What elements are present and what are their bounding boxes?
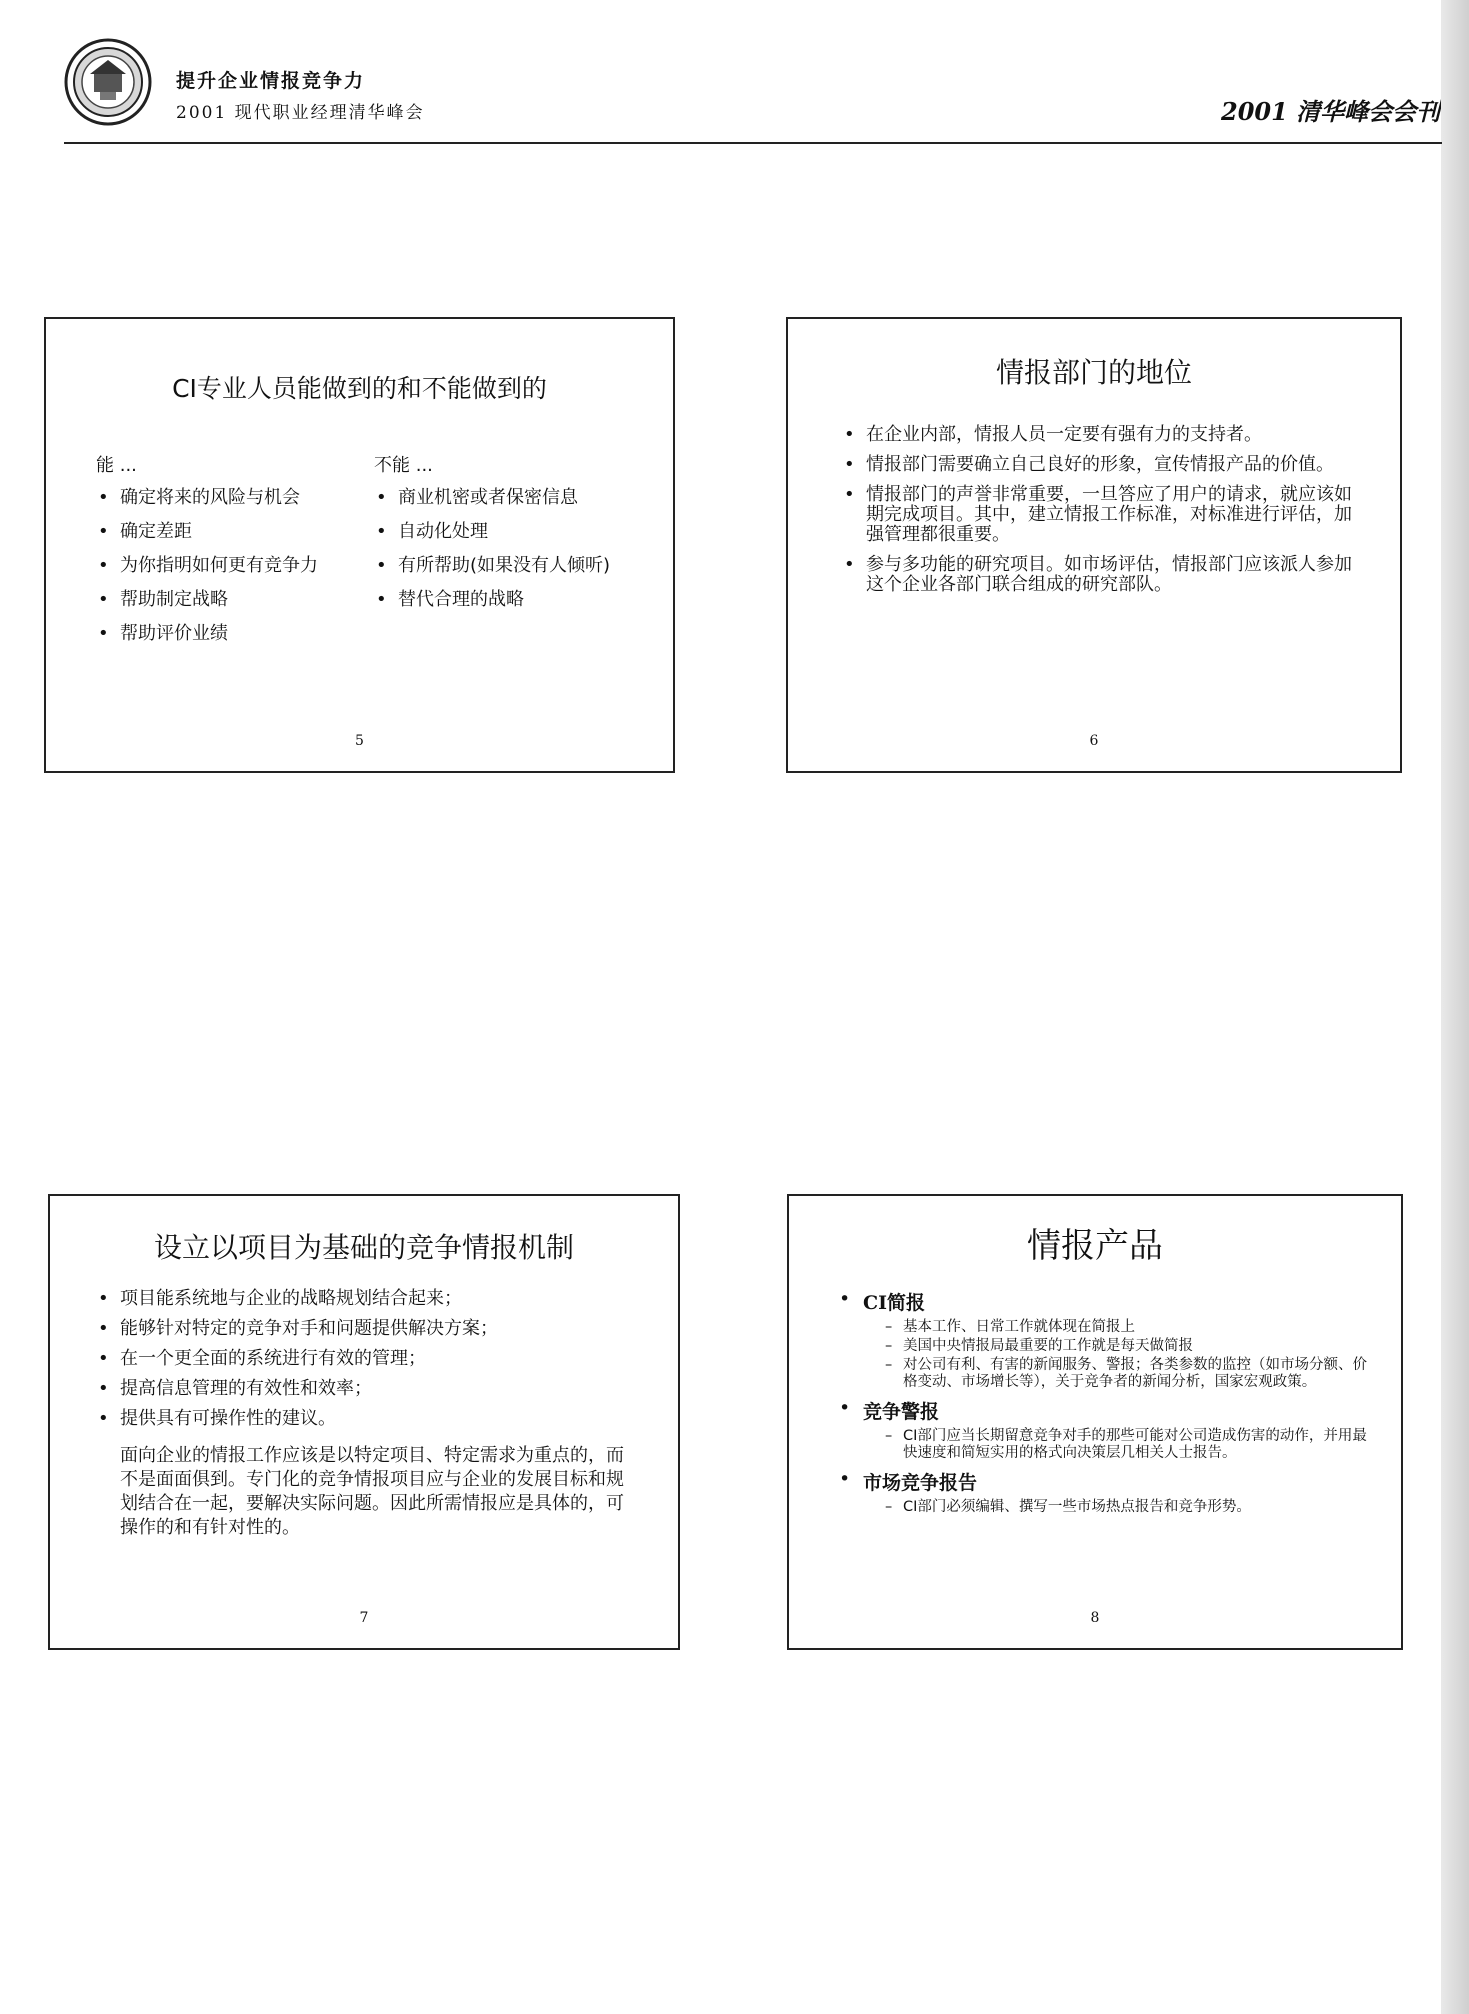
- list-item: • 确定差距: [96, 521, 346, 543]
- slide-7: [48, 1194, 680, 1650]
- can-column: [96, 451, 346, 657]
- list-item: • 确定将来的风险与机会: [96, 487, 346, 509]
- list-item: – 基本工作、日常工作就体现在简报上: [885, 1319, 1367, 1336]
- scan-edge-shadow: [1441, 0, 1469, 2014]
- slide-number: 8: [1090, 1610, 1100, 1626]
- bullet-icon: •: [839, 1288, 851, 1310]
- section-title: 市场竞争报告: [863, 1472, 978, 1494]
- slide-title: 情报产品: [1027, 1226, 1163, 1266]
- list-item: • 情报部门需要确立自己良好的形象，宣传情报产品的价值。: [842, 455, 1364, 475]
- can-heading: 能 ...: [96, 455, 137, 476]
- slide-number: 6: [1089, 733, 1099, 749]
- list-item: • 提供具有可操作性的建议。: [96, 1408, 638, 1430]
- list-item: • 帮助评价业绩: [96, 623, 346, 645]
- list-item: • 在企业内部，情报人员一定要有强有力的支持者。: [842, 425, 1364, 445]
- slide-title: 情报部门的地位: [995, 356, 1192, 389]
- slide-6: [786, 317, 1402, 773]
- list-item: • 自动化处理: [374, 521, 644, 543]
- list-item: – CI部门必须编辑、撰写一些市场热点报告和竞争形势。: [885, 1499, 1367, 1516]
- section-competition-alert: [835, 1397, 1367, 1462]
- list-item: – 美国中央情报局最重要的工作就是每天做简报: [885, 1338, 1367, 1355]
- university-seal-logo: [64, 38, 152, 126]
- header-right-label: 2001 清华峰会会刊: [1221, 97, 1441, 126]
- bullet-icon: •: [839, 1397, 851, 1419]
- slide-title: CI专业人员能做到的和不能做到的: [172, 374, 547, 403]
- header-divider: [64, 142, 1442, 144]
- list-item: • 参与多功能的研究项目。如市场评估，情报部门应该派人参加这个企业各部门联合组成的研究部队。: [842, 555, 1364, 595]
- cannot-heading: 不能 ...: [374, 455, 433, 476]
- list-item: • 项目能系统地与企业的战略规划结合起来；: [96, 1288, 638, 1310]
- list-item: • 为你指明如何更有竞争力: [96, 555, 346, 577]
- list-item: – CI部门应当长期留意竞争对手的那些可能对公司造成伤害的动作，并用最快速度和简短实用的格式向决策层几相关人士报告。: [885, 1428, 1367, 1462]
- list-item: • 能够针对特定的竞争对手和问题提供解决方案；: [96, 1318, 638, 1340]
- list-item: • 在一个更全面的系统进行有效的管理；: [96, 1348, 638, 1370]
- header-title: 提升企业情报竞争力: [176, 70, 366, 92]
- section-market-report: [835, 1468, 1367, 1516]
- list-item: • 帮助制定战略: [96, 589, 346, 611]
- slide-paragraph: 面向企业的情报工作应该是以特定项目、特定需求为重点的，而不是面面俱到。专门化的竞争情报项目应与企业的发展目标和规划结合在一起，要解决实际问题。因此所需情报应是具体的，可操作的和有针对性的。: [120, 1445, 624, 1538]
- section-ci-brief: [835, 1288, 1367, 1391]
- list-item: • 情报部门的声誉非常重要，一旦答应了用户的请求，就应该如期完成项目。其中，建立情报工作标准，对标准进行评估，加强管理都很重要。: [842, 485, 1364, 545]
- cannot-column: [374, 451, 644, 623]
- list-item: • 商业机密或者保密信息: [374, 487, 644, 509]
- slide-number: 5: [355, 733, 364, 749]
- slide-8: [787, 1194, 1403, 1650]
- bullet-icon: •: [839, 1468, 851, 1490]
- list-item: • 有所帮助(如果没有人倾听): [374, 555, 644, 577]
- header-subtitle: 2001 现代职业经理清华峰会: [176, 103, 425, 123]
- section-title: CI简报: [863, 1292, 926, 1314]
- slide-number: 7: [359, 1610, 369, 1626]
- list-item: • 替代合理的战略: [374, 589, 644, 611]
- slide-5: [44, 317, 675, 773]
- list-item: • 提高信息管理的有效性和效率；: [96, 1378, 638, 1400]
- slide-title: 设立以项目为基础的竞争情报机制: [153, 1231, 574, 1264]
- section-title: 竞争警报: [863, 1401, 940, 1423]
- list-item: – 对公司有利、有害的新闻服务、警报；各类参数的监控（如市场分额、价格变动、市场增长等），关于竞争者的新闻分析，国家宏观政策。: [885, 1357, 1367, 1391]
